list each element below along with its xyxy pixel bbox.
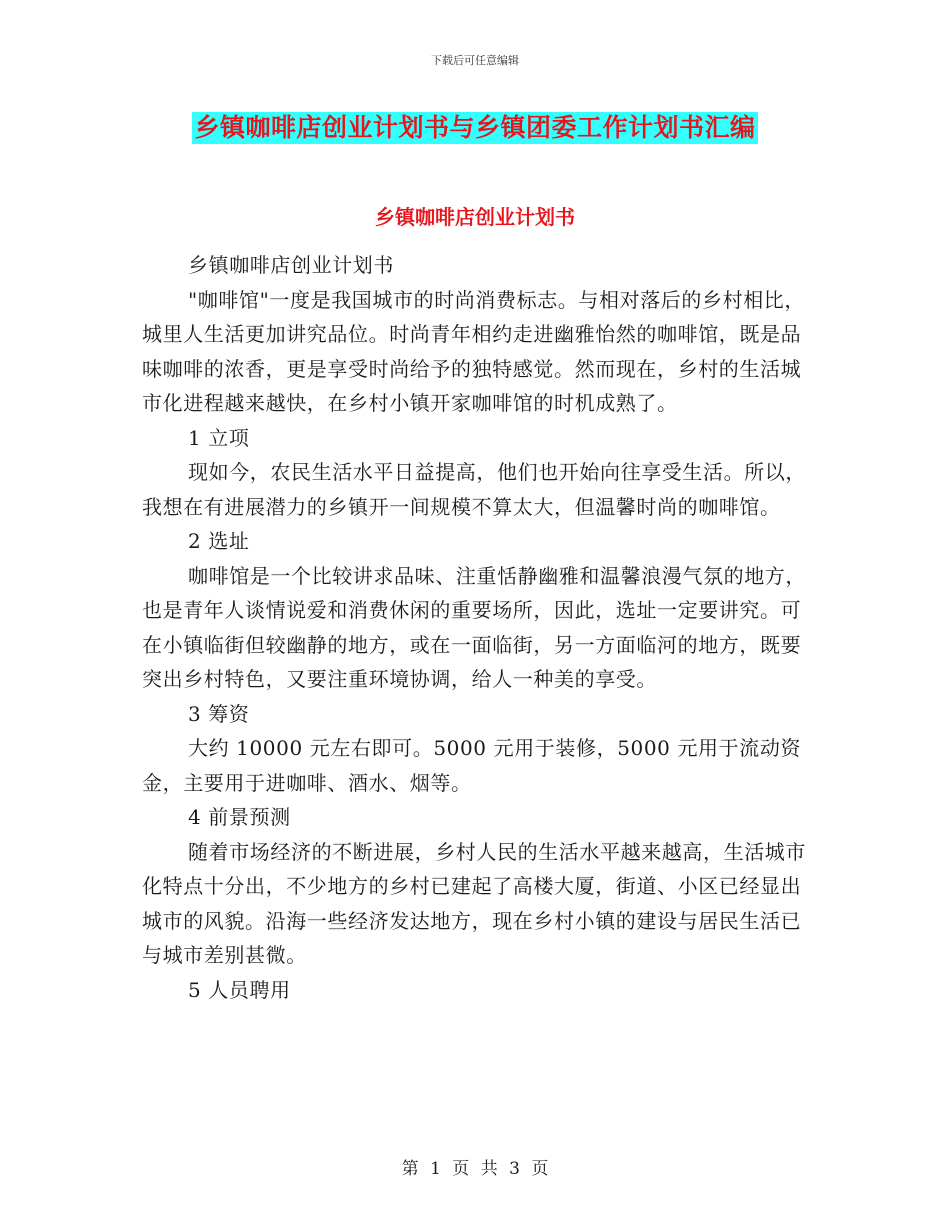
section-title: 乡镇咖啡店创业计划书 [375,205,575,229]
header-note: 下载后可任意编辑 [431,54,519,67]
section-heading: 3 筹资 [188,701,250,726]
paragraph-heading: 乡镇咖啡店创业计划书 [188,253,394,277]
page-number: 第 1 页 共 3 页 [401,1159,549,1179]
section-heading: 2 选址 [188,529,250,553]
paragraph: 大约 10000 元左右即可。5000 元用于装修，5000 元用于流动资金，主要用于进咖啡、酒水、烟等。 [142,736,802,795]
paragraph: 咖啡馆是一个比较讲求品味、注重恬静幽雅和温馨浪漫气氛的地方，也是青年人谈情说爱和消费休闲的重要场所，因此，选址一定要讲究。可在小镇临街但较幽静的地方，或在一面临街，另一方面临河的地方，既要突出乡村特色，又要注重环境协调，给人一种美的享受。 [142,563,806,691]
document-body [142,248,812,1007]
section-heading: 4 前景预测 [188,805,291,829]
paragraph: 现如今，农民生活水平日益提高，他们也开始向往享受生活。所以，我想在有进展潜力的乡镇开一间规模不算太大，但温馨时尚的咖啡馆。 [142,460,806,519]
main-title: 乡镇咖啡店创业计划书与乡镇团委工作计划书汇编 [194,113,756,142]
section-heading: 1 立项 [188,425,250,450]
main-title-container [0,112,950,144]
section-heading: 5 人员聘用 [188,977,291,1002]
paragraph: "咖啡馆"一度是我国城市的时尚消费标志。与相对落后的乡村相比，城里人生活更加讲究品位。时尚青年相约走进幽雅怡然的咖啡馆，既是品味咖啡的浓香，更是享受时尚给予的独特感觉。然而现在，乡村的生活城市化进程越来越快，在乡村小镇开家咖啡馆的时机成熟了。 [142,287,805,415]
paragraph: 随着市场经济的不断进展，乡村人民的生活水平越来越高，生活城市化特点十分出，不少地方的乡村已建起了高楼大厦，街道、小区已经显出城市的风貌。沿海一些经济发达地方，现在乡村小镇的建设与居民生活已与城市差别甚微。 [142,839,806,967]
